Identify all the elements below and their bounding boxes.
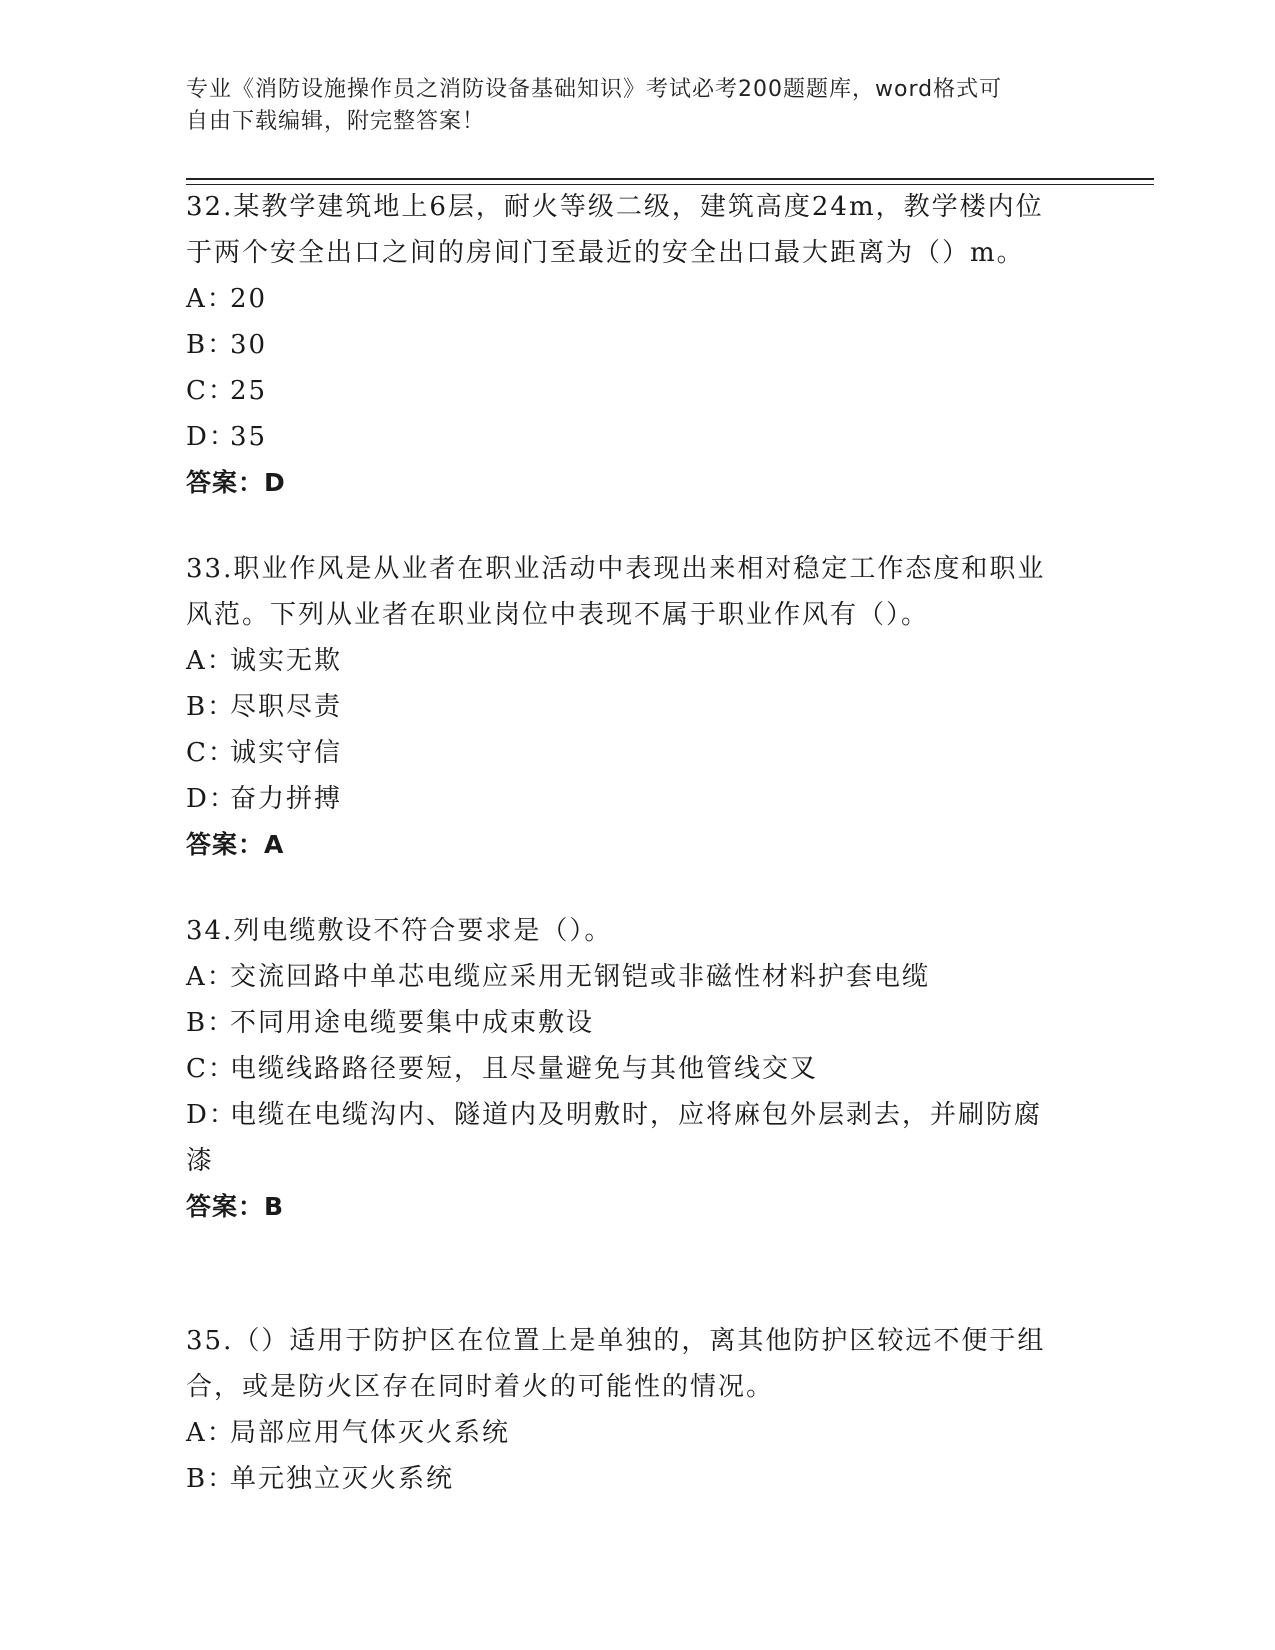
- option-a: [186, 276, 1066, 322]
- question-stem: 32.某教学建筑地上6层，耐火等级二级，建筑高度24m，教学楼内位于两个安全出口之间的房间门至最近的安全出口最大距离为（）m。: [186, 192, 1044, 268]
- option-key: A：: [186, 284, 235, 314]
- question-34: [186, 908, 1066, 1230]
- option-key: B：: [186, 692, 236, 722]
- option-d: [186, 414, 1066, 460]
- option-key: A：: [186, 646, 235, 676]
- option-b: [186, 1000, 1066, 1046]
- document-header: [186, 74, 1086, 138]
- option-text: 诚实守信: [230, 738, 343, 768]
- option-text: 诚实无欺: [230, 646, 343, 676]
- option-c: [186, 730, 1066, 776]
- header-line-1: 专业《消防设施操作员之消防设备基础知识》考试必考200题题库，word格式可: [186, 77, 1003, 102]
- option-d: [186, 1092, 1066, 1184]
- question-stem: 35.（）适用于防护区在位置上是单独的，离其他防护区较远不便于组合，或是防火区存在同时着火的可能性的情况。: [186, 1326, 1046, 1402]
- question-35: [186, 1318, 1066, 1502]
- answer-label: 答案：B: [186, 1192, 285, 1221]
- header-line-2: 自由下载编辑，附完整答案！: [186, 109, 486, 134]
- option-text: 尽职尽责: [230, 692, 343, 722]
- option-text: 单元独立灭火系统: [230, 1464, 455, 1494]
- option-text: 20: [230, 284, 268, 314]
- question-stem: 33.职业作风是从业者在职业活动中表现出来相对稳定工作态度和职业风范。下列从业者在职业岗位中表现不属于职业作风有（）。: [186, 554, 1046, 630]
- option-key: C：: [186, 738, 236, 768]
- option-b: [186, 684, 1066, 730]
- option-key: B：: [186, 1464, 236, 1494]
- answer-label: 答案：A: [186, 830, 285, 859]
- option-text: 电缆线路路径要短，且尽量避免与其他管线交叉: [230, 1054, 819, 1084]
- question-32: [186, 184, 1066, 506]
- option-text: 局部应用气体灭火系统: [230, 1418, 511, 1448]
- option-c: [186, 1046, 1066, 1092]
- option-c: [186, 368, 1066, 414]
- option-key: B：: [186, 1008, 236, 1038]
- option-key: C：: [186, 376, 236, 406]
- option-text: 交流回路中单芯电缆应采用无钢铠或非磁性材料护套电缆: [230, 962, 931, 992]
- option-key: D：: [186, 422, 237, 452]
- option-text: 电缆在电缆沟内、隧道内及明敷时，应将麻包外层剥去，并刷防腐漆: [186, 1100, 1043, 1176]
- option-b: [186, 322, 1066, 368]
- option-key: D：: [186, 784, 237, 814]
- option-key: A：: [186, 1418, 235, 1448]
- option-text: 35: [230, 422, 268, 452]
- header-divider-thick: [186, 178, 1154, 180]
- question-33: [186, 546, 1066, 868]
- option-text: 不同用途电缆要集中成束敷设: [230, 1008, 595, 1038]
- option-key: B：: [186, 330, 236, 360]
- option-b: [186, 1456, 1066, 1502]
- answer-label: 答案：D: [186, 468, 286, 497]
- option-a: [186, 954, 1066, 1000]
- option-key: A：: [186, 962, 235, 992]
- option-d: [186, 776, 1066, 822]
- option-text: 奋力拼搏: [230, 784, 343, 814]
- option-a: [186, 1410, 1066, 1456]
- option-key: D：: [186, 1100, 237, 1130]
- option-text: 25: [230, 376, 268, 406]
- option-a: [186, 638, 1066, 684]
- option-text: 30: [230, 330, 268, 360]
- option-key: C：: [186, 1054, 236, 1084]
- question-stem: 34.列电缆敷设不符合要求是（）。: [186, 916, 613, 946]
